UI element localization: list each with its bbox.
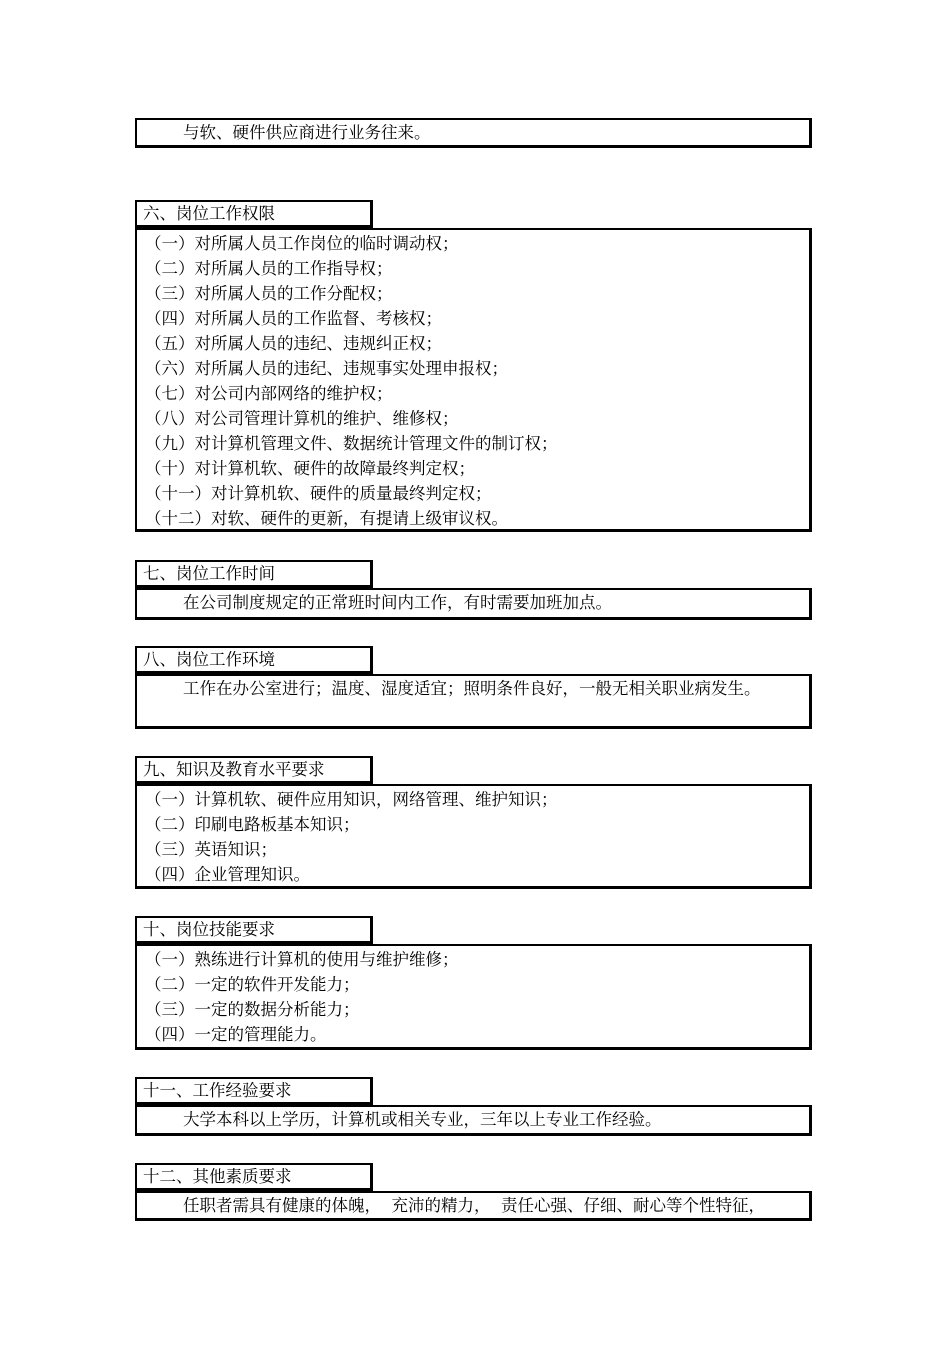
list-item: （三）对所属人员的工作分配权；: [145, 284, 393, 303]
section-11-body: [135, 1105, 812, 1136]
section-9-body: [135, 784, 812, 889]
section-7-body: [135, 588, 812, 620]
section-9-header: 九、知识及教育水平要求: [135, 756, 373, 784]
section-9-list: [137, 786, 809, 887]
list-item: （一）熟练进行计算机的使用与维护维修；: [145, 950, 459, 969]
list-item: （六）对所属人员的违纪、违规事实处理申报权；: [145, 359, 508, 378]
section-6-body: [135, 228, 812, 532]
list-item: （三）英语知识；: [145, 840, 277, 859]
list-item: （十二）对软、硬件的更新，有提请上级审议权。: [145, 509, 508, 528]
section-6-list: [137, 230, 809, 531]
section-12-header: 十二、其他素质要求: [135, 1163, 373, 1191]
list-item: （十）对计算机软、硬件的故障最终判定权；: [145, 459, 475, 478]
section-6-header: 六、岗位工作权限: [135, 200, 373, 228]
list-item: （三）一定的数据分析能力；: [145, 1000, 360, 1019]
section-10-header: 十、岗位技能要求: [135, 916, 373, 944]
section-10-list: [137, 946, 809, 1047]
list-item: （一）对所属人员工作岗位的临时调动权；: [145, 234, 459, 253]
list-item: （二）对所属人员的工作指导权；: [145, 259, 393, 278]
section-12-body: [135, 1191, 812, 1221]
section-8-text: 工作在办公室进行；温度、湿度适宜；照明条件良好，一般无相关职业病发生。: [183, 679, 761, 698]
list-item: （四）企业管理知识。: [145, 865, 310, 884]
list-item: （四）一定的管理能力。: [145, 1025, 327, 1044]
section-12-text: 任职者需具有健康的体魄， 充沛的精力， 责任心强、仔细、耐心等个性特征，: [183, 1196, 765, 1215]
section-11-header: 十一、工作经验要求: [135, 1077, 373, 1105]
list-item: （四）对所属人员的工作监督、考核权；: [145, 309, 442, 328]
list-item: （二）印刷电路板基本知识；: [145, 815, 360, 834]
section-10-body: [135, 944, 812, 1050]
section-7-header: 七、岗位工作时间: [135, 560, 373, 588]
list-item: （五）对所属人员的违纪、违规纠正权；: [145, 334, 442, 353]
section-8-body: [135, 674, 812, 729]
section-7-text: 在公司制度规定的正常班时间内工作，有时需要加班加点。: [183, 593, 612, 612]
list-item: （九）对计算机管理文件、数据统计管理文件的制订权；: [145, 434, 558, 453]
list-item: （七）对公司内部网络的维护权；: [145, 384, 393, 403]
list-item: （二）一定的软件开发能力；: [145, 975, 360, 994]
continuation-text: 与软、硬件供应商进行业务往来。: [183, 123, 431, 142]
list-item: （一）计算机软、硬件应用知识，网络管理、维护知识；: [145, 790, 558, 809]
section-8-header: 八、岗位工作环境: [135, 646, 373, 674]
list-item: （八）对公司管理计算机的维护、维修权；: [145, 409, 459, 428]
list-item: （十一）对计算机软、硬件的质量最终判定权；: [145, 484, 492, 503]
continuation-box: [135, 118, 812, 148]
section-11-text: 大学本科以上学历，计算机或相关专业，三年以上专业工作经验。: [183, 1110, 662, 1129]
